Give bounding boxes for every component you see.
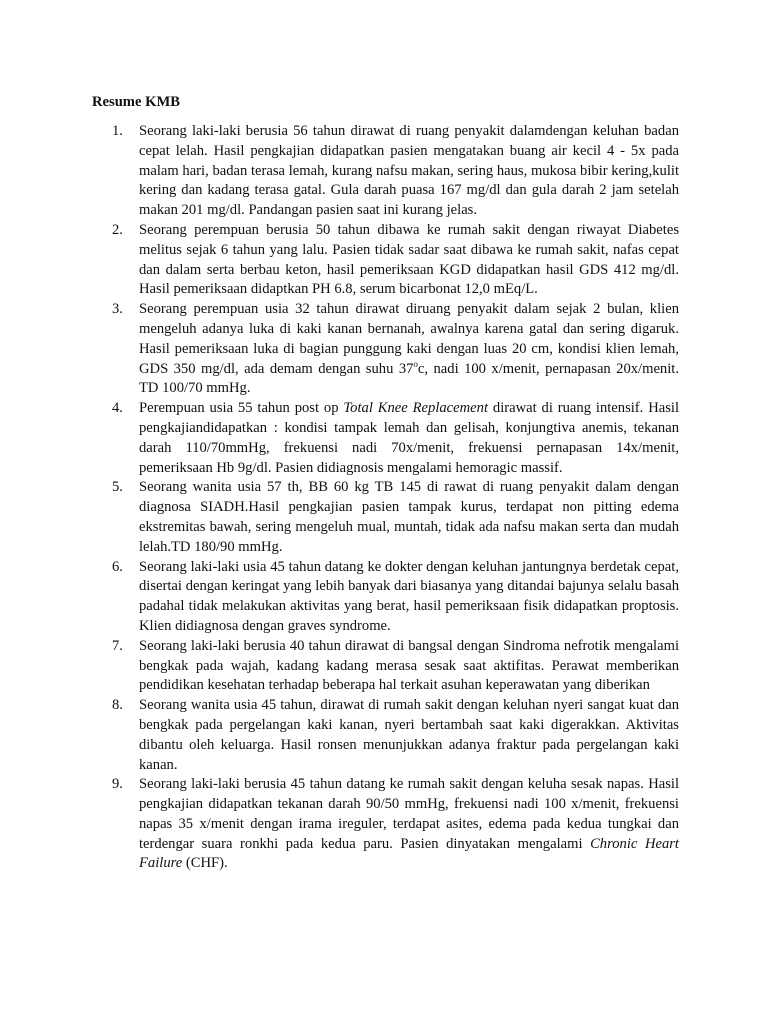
case-text-segment: Seorang laki-laki usia 45 tahun datang ke dokter dengan keluhan jantungnya berdetak cepat, disertai dengan keringat yang lebih banyak dari biasanya yang ditandai bajunya selalu basah padahal tidak melakukan aktivitas yang berat, hasil pemeriksaan fisik didapatkan proptosis. Klien didiagnosa dengan graves syndrome. xyxy=(139,558,679,634)
case-number: 8. xyxy=(112,697,123,714)
case-text-segment: Seorang laki-laki berusia 45 tahun datang ke rumah sakit dengan keluha sesak napas. Hasil pengkajian didapatkan tekanan darah 90/50 mmHg, frekuensi nadi 100 x/menit, frekuensi napas 35 x/menit dengan irama ireguler, terdapat asites, edema pada kedua tungkai dan terdengar suara ronkhi pada kedua paru. Pasien dinyatakan mengalami xyxy=(139,776,679,852)
case-text xyxy=(139,221,679,300)
case-item xyxy=(0,478,679,557)
case-number: 7. xyxy=(112,637,123,654)
case-item xyxy=(0,300,679,399)
case-text-segment: dirawat di ruang intensif. Hasil pengkajiandidapatkan : kondisi tampak lemah dan gelisah, konjungtiva anemis, tekanan darah 110/70mmHg, frekuensi nadi 70x/menit, frekuensi pernapasan 14x/menit, pemeriksaan Hb 9g/dl. Pasien didiagnosis mengalami hemoragic massif. xyxy=(139,400,680,476)
case-item xyxy=(0,775,679,874)
case-text xyxy=(139,300,679,399)
case-item xyxy=(0,637,679,696)
case-item xyxy=(0,221,679,300)
case-text-segment: Seorang perempuan berusia 50 tahun dibawa ke rumah sakit dengan riwayat Diabetes melitus sejak 6 tahun yang lalu. Pasien tidak sadar saat dibawa ke rumah sakit, nafas cepat dan dalam serta berbau keton, hasil pemeriksaan KGD didapatkan hasil GDS 412 mg/dl. Hasil pemeriksaan didaptkan PH 6.8, serum bicarbonat 12,0 mEq/L. xyxy=(139,221,679,298)
case-item xyxy=(0,399,679,478)
case-number: 6. xyxy=(112,558,123,575)
degree-superscript: o xyxy=(413,358,418,369)
case-item xyxy=(0,558,679,637)
case-text xyxy=(139,637,679,696)
case-number: 1. xyxy=(112,123,123,139)
case-text-segment: Seorang wanita usia 45 tahun, dirawat di rumah sakit dengan keluhan nyeri sangat kuat dan bengkak pada pergelangan kaki kanan, nyeri bertambah saat kaki digerakkan. Aktivitas dibantu oleh keluarga. Hasil ronsen menunjukkan adanya fraktur pada pergelangan kaki kanan. xyxy=(139,697,679,773)
case-list xyxy=(0,122,768,874)
case-number: 2. xyxy=(112,221,123,238)
case-number: 5. xyxy=(112,479,123,496)
case-text-segment: Perempuan usia 55 tahun post op xyxy=(139,400,344,417)
case-item xyxy=(0,122,679,221)
case-text-segment: Seorang laki-laki berusia 56 tahun dirawat di ruang penyakit dalamdengan keluhan badan cepat lelah. Hasil pengkajian didapatkan pasien mengatakan buang air kecil 4 - 5x pada malam hari, badan terasa lemah, kurang nafsu makan, sering haus, mukosa bibir kering,kulit kering dan kadang terasa gatal. Gula darah puasa 167 mg/dl dan gula darah 2 jam setelah makan 201 mg/dl. Pandangan pasien saat ini kurang jelas. xyxy=(139,123,679,219)
case-item xyxy=(0,696,679,775)
case-text-segment: c, nadi 100 x/menit, pernapasan 20x/menit. TD 100/70 mmHg. xyxy=(139,360,679,397)
case-text xyxy=(139,696,679,775)
case-text xyxy=(139,558,679,637)
case-text-segment: (CHF). xyxy=(182,855,228,872)
document-title: Resume KMB xyxy=(92,94,180,110)
case-text xyxy=(139,478,679,557)
case-number: 3. xyxy=(112,301,123,318)
case-text-segment: Seorang wanita usia 57 th, BB 60 kg TB 145 di rawat di ruang penyakit dalam dengan diagnosa SIADH.Hasil pengkajian pasien tampak kurus, terdapat non pitting edema ekstremitas bawah, sering mengeluh mual, muntah, tidak ada nafsu makan serta dan mudah lelah.TD 180/90 mmHg. xyxy=(139,479,679,555)
case-number: 9. xyxy=(112,776,123,793)
case-text-segment: Seorang perempuan usia 32 tahun dirawat diruang penyakit dalam sejak 2 bulan, klien mengeluh adanya luka di kaki kanan bernanah, awalnya karena gatal dan sering digaruk. Hasil pemeriksaan luka di bagian punggung kaki dengan luas 20 cm, kondisi klien lemah, GDS 350 mg/dl, ada demam dengan suhu 37 xyxy=(139,301,679,377)
case-number: 4. xyxy=(112,400,123,417)
case-text-italic: Total Knee Replacement xyxy=(343,400,489,417)
case-text-segment: Seorang laki-laki berusia 40 tahun dirawat di bangsal dengan Sindroma nefrotik mengalami bengkak pada wajah, kadang kadang merasa sesak saat aktifitas. Perawat memberikan pendidikan kesehatan terhadap beberapa hal terkait asuhan keperawatan yang diberikan xyxy=(139,637,679,694)
case-text xyxy=(139,122,679,221)
case-text xyxy=(139,775,679,874)
case-text xyxy=(139,399,679,478)
case-text-italic: Chronic Heart Failure xyxy=(139,835,679,872)
